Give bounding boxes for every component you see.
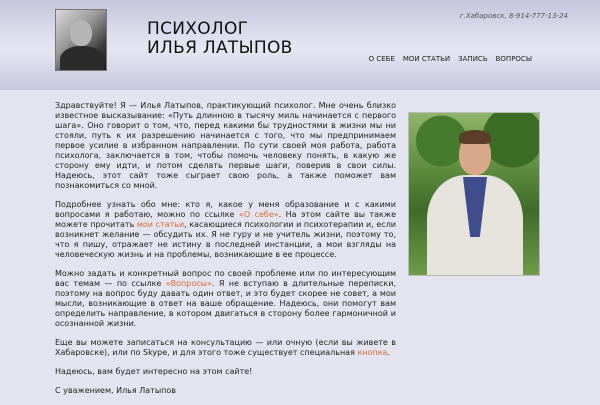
questions-text-a: Можно задать и конкретный вопрос по своей проблеме или по интересующим вас темам — по ссылке — [55, 269, 396, 288]
appointment-paragraph — [55, 338, 396, 358]
portrait-photo — [408, 112, 540, 276]
nav-questions[interactable]: ВОПРОСЫ — [495, 55, 532, 63]
site-title[interactable] — [147, 20, 293, 58]
closing-paragraph: Надеюсь, вам будет интересно на этом сайте! — [55, 367, 253, 376]
about-text-b: . На этом сайте вы также можете прочитать — [55, 210, 396, 229]
questions-paragraph — [55, 269, 396, 329]
main-nav — [369, 55, 532, 63]
avatar — [55, 9, 107, 71]
about-text-a: Подробнее узнать обо мне: кто я, какое у меня образование и с какими вопросами я работаю, можно по ссылке — [55, 200, 396, 219]
site-title-line2: ИЛЬЯ ЛАТЫПОВ — [147, 38, 293, 58]
site-title-line1: ПСИХОЛОГ — [147, 19, 249, 39]
nav-articles[interactable]: МОИ СТАТЬИ — [402, 55, 451, 63]
contact-info: г.Хабаровск, 8-914-777-13-24 — [459, 12, 568, 20]
questions-link[interactable]: «Вопросы» — [165, 279, 212, 288]
nav-appointment[interactable]: ЗАПИСЬ — [458, 55, 488, 63]
appointment-link[interactable]: кнопка — [357, 348, 388, 357]
main-content — [55, 101, 396, 405]
appointment-text-b: . — [387, 348, 390, 357]
articles-link[interactable]: мои статьи — [136, 220, 185, 229]
site-header — [0, 0, 600, 90]
intro-paragraph: Здравствуйте! Я — Илья Латыпов, практикующий психолог. Мне очень близко известное высказывание: «Путь длинною в тысячу миль начинается с первого шага». Оно говорит о том, что, перед какими бы трудностями в жизни мы ни стояли, путь к их разрешению начинается с того, что мы предпринимаем первое усилие в избранном направлении. По сути своей моя работа, работа психолога, заключается в том, чтобы помочь человеку понять, в какую же сторону ему идти, и потом сделать первые шаги, поверив в свои силы. Надеюсь, этот сайт тоже сыграет свою роль, а также поможет вам познакомиться со мной. — [55, 101, 396, 190]
signature: С уважением, Илья Латыпов — [55, 386, 176, 395]
appointment-text-a: Еще вы можете записаться на консультацию — или очную (если вы живете в Хабаровске), или по Skype, и для этого тоже существует специальная — [55, 338, 396, 357]
questions-text-b: . Я не вступаю в длительные переписки, поэтому на вопрос буду давать один ответ, и это будет скорее не совет, а мои мысли, возникающие в ответ на ваше обращение. Надеюсь, они помогут вам определить направление, в котором двигаться в сторону более гармоничной и осознанной жизни. — [55, 279, 396, 328]
nav-about[interactable]: О СЕБЕ — [368, 55, 395, 63]
about-link[interactable]: «О себе» — [238, 210, 279, 219]
about-text-c: , касающиеся психологии и психотерапии и, если возникнет желание — обсудить их. Я не гуру и не учитель жизни, поэтому то, что я пишу, отражает не истину в последней инстанции, а мои взгляды на человеческую жизнь и на проблемы, возникающие в ее процессе. — [55, 220, 397, 259]
about-paragraph — [55, 200, 396, 260]
